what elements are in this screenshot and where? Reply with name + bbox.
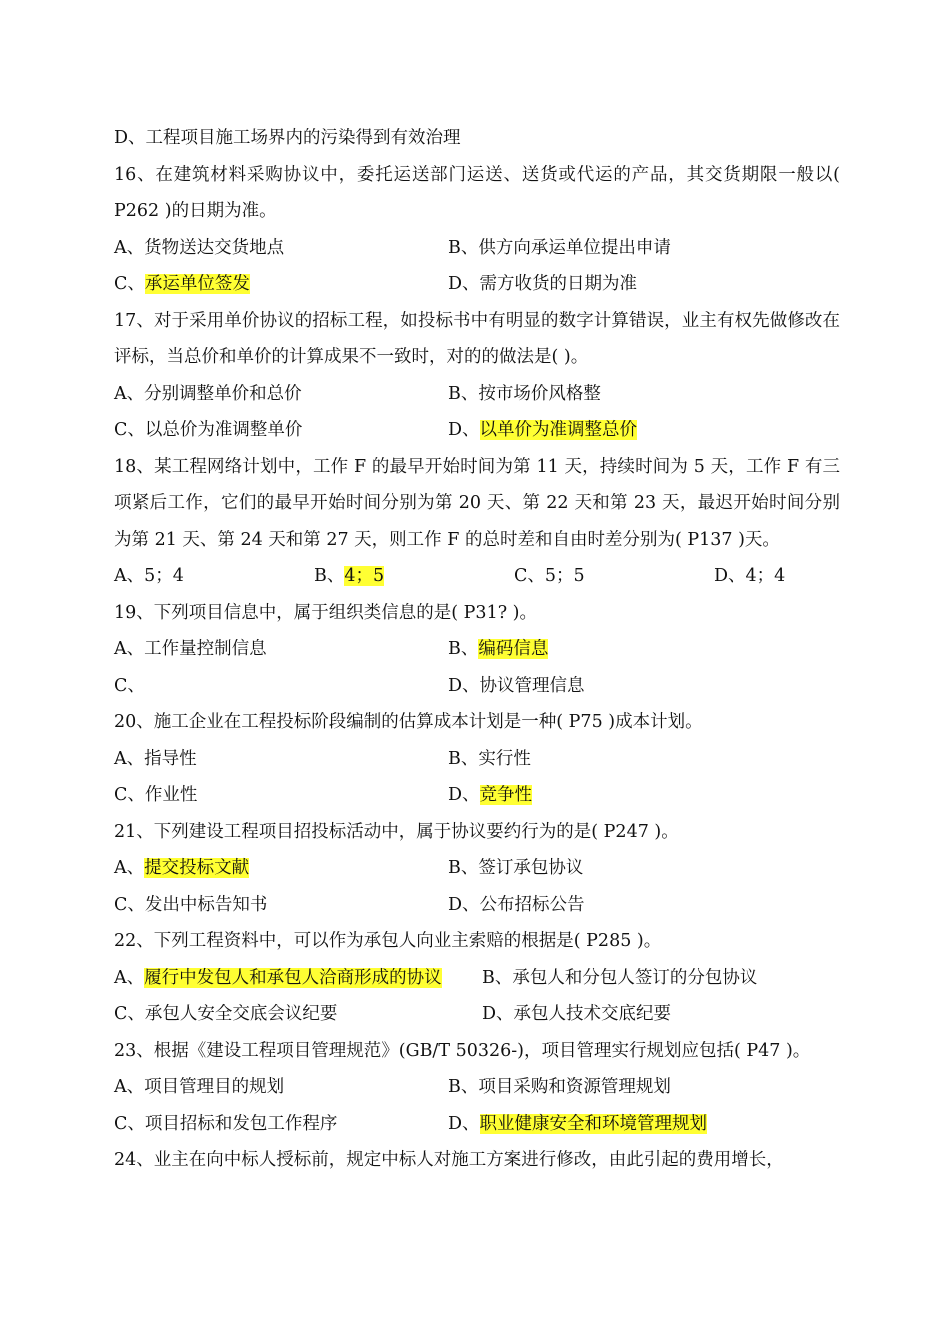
option-prefix: B、: [448, 383, 479, 404]
answer-option: [114, 1069, 284, 1106]
option-prefix: A、: [114, 566, 145, 586]
options-row: [114, 558, 840, 595]
highlighted-answer: 履行中发包人和承包人洽商形成的协议: [144, 967, 442, 988]
highlighted-answer: 编码信息: [478, 639, 549, 659]
answer-option: [514, 558, 585, 595]
question-text: 20、施工企业在工程投标阶段编制的估算成本计划是一种( P75 )成本计划。: [114, 712, 703, 732]
option-text: 项目采购和资源管理规划: [478, 1077, 671, 1097]
option-prefix: A、: [114, 237, 145, 258]
option-prefix: C、: [114, 894, 145, 915]
answer-option: [448, 887, 585, 924]
option-prefix: D、: [448, 274, 480, 294]
answer-option: [314, 558, 384, 595]
answer-option: [448, 1106, 707, 1143]
option-prefix: C、: [114, 274, 145, 294]
answer-option: [114, 996, 337, 1033]
option-prefix: B、: [448, 237, 479, 258]
document-page: [114, 120, 840, 1179]
question-text: 21、下列建设工程项目招投标活动中，属于协议要约行为的是( P247 )。: [114, 821, 679, 842]
answer-option: [448, 741, 531, 778]
option-prefix: D、: [482, 1004, 514, 1024]
highlighted-answer: 职业健康安全和环境管理规划: [479, 1113, 708, 1134]
option-prefix: C、: [114, 1113, 145, 1134]
answer-option: [448, 850, 583, 887]
highlighted-answer: 承运单位签发: [144, 274, 250, 294]
options-row: [114, 996, 840, 1033]
answer-option: [114, 412, 302, 449]
option-prefix: C、: [114, 675, 145, 696]
option-text: 工作量控制信息: [144, 639, 267, 659]
answer-option: [114, 558, 184, 595]
answer-option: [448, 777, 532, 814]
option-text: 项目招标和发包工作程序: [144, 1113, 338, 1134]
question-text: 22、下列工程资料中，可以作为承包人向业主索赔的根据是( P285 )。: [114, 931, 662, 951]
option-text: 分别调整单价和总价: [144, 383, 302, 404]
option-prefix: D、: [448, 675, 480, 696]
answer-option: [448, 1069, 671, 1106]
option-text: 供方向承运单位提出申请: [478, 237, 671, 258]
question-text: 19、下列项目信息中，属于组织类信息的是( P31? )。: [114, 602, 537, 623]
options-row: [114, 741, 840, 778]
answer-option: [114, 668, 145, 705]
answer-option: [448, 230, 671, 267]
option-text: 5；5: [544, 566, 585, 586]
answer-option: [114, 887, 267, 924]
options-row: [114, 631, 840, 668]
option-text: 需方收货的日期为准: [479, 274, 638, 294]
options-row: [114, 777, 840, 814]
options-row: [114, 668, 840, 705]
option-text: 以总价为准调整单价: [144, 420, 303, 440]
option-text: 发出中标告知书: [144, 894, 268, 915]
option-text: 货物送达交货地点: [144, 237, 285, 258]
option-text: 实行性: [478, 748, 531, 769]
option-text: 承包人和分包人签订的分包协议: [512, 967, 758, 988]
answer-option: [482, 960, 757, 997]
answer-option: [482, 996, 671, 1033]
option-prefix: C、: [514, 566, 545, 586]
option-text: 项目管理目的规划: [144, 1077, 285, 1097]
option-text: 公布招标公告: [479, 894, 585, 915]
option-prefix: A、: [114, 383, 145, 404]
options-row: [114, 412, 840, 449]
answer-option: [448, 412, 637, 449]
option-prefix: A、: [114, 1077, 145, 1097]
option-prefix: B、: [314, 566, 345, 586]
options-row: [114, 1106, 840, 1143]
question-text: 16、在建筑材料采购协议中，委托运送部门运送、送货或代运的产品，其交货期限一般以( P262 )的日期为准。: [114, 164, 840, 221]
option-text: 按市场价风格整: [478, 383, 601, 404]
option-text: 5；4: [144, 566, 184, 586]
option-prefix: D、: [448, 1113, 480, 1134]
highlighted-answer: 提交投标文献: [144, 858, 250, 878]
answer-option: [114, 1106, 337, 1143]
option-text: 协议管理信息: [479, 675, 585, 696]
option-prefix: D、: [448, 785, 480, 805]
option-prefix: B、: [448, 748, 479, 769]
option-text: 承包人安全交底会议纪要: [144, 1004, 338, 1024]
answer-option: [114, 850, 249, 887]
option-prefix: C、: [114, 785, 145, 805]
highlighted-answer: 以单价为准调整总价: [479, 420, 638, 440]
answer-option: [114, 777, 197, 814]
option-prefix: D、: [448, 894, 480, 915]
option-prefix: A、: [114, 748, 145, 769]
answer-option: [114, 741, 197, 778]
question-text: 17、对于采用单价协议的招标工程，如投标书中有明显的数字计算错误，业主有权先做修改在评标，当总价和单价的计算成果不一致时，对的的做法是( )。: [114, 310, 840, 367]
options-row: [114, 850, 840, 887]
options-row: [114, 887, 840, 924]
option-prefix: D、: [448, 420, 480, 440]
option-prefix: D、: [714, 566, 746, 586]
options-row: [114, 230, 840, 267]
answer-option: [448, 631, 548, 668]
option-text: 作业性: [144, 785, 198, 805]
option-prefix: B、: [482, 967, 513, 988]
answer-option: [114, 266, 250, 303]
option-prefix: B、: [448, 1077, 479, 1097]
option-line: D、工程项目施工场界内的污染得到有效治理: [114, 128, 461, 148]
answer-option: [448, 266, 637, 303]
option-text: 指导性: [144, 748, 197, 769]
answer-option: [714, 558, 785, 595]
option-prefix: B、: [448, 858, 479, 878]
highlighted-answer: 4；5: [344, 566, 385, 586]
options-row: [114, 960, 840, 997]
options-row: [114, 266, 840, 303]
option-prefix: A、: [114, 967, 145, 988]
options-row: [114, 376, 840, 413]
option-text: 4；4: [745, 566, 786, 586]
question-text: 18、某工程网络计划中，工作 F 的最早开始时间为第 11 天，持续时间为 5 天，工作 F 有三项紧后工作，它们的最早开始时间分别为第 20 天、第 22 天和第 23 天，最迟开始时间分别为第 21 天、第 24 天和第 27 天，则工作 F 的总时差和自由时差分别为( P137 )天。: [114, 456, 840, 550]
options-row: [114, 1069, 840, 1106]
option-prefix: C、: [114, 1004, 145, 1024]
option-prefix: A、: [114, 858, 145, 878]
answer-option: [448, 376, 601, 413]
answer-option: [114, 631, 267, 668]
question-text: 23、根据《建设工程项目管理规范》(GB/T 50326-)，项目管理实行规划应包括( P47 )。: [114, 1040, 811, 1061]
question-text: 24、业主在向中标人授标前，规定中标人对施工方案进行修改，由此引起的费用增长，: [114, 1150, 784, 1170]
option-prefix: B、: [448, 639, 479, 659]
answer-option: [114, 960, 442, 997]
answer-option: [114, 230, 284, 267]
option-text: 承包人技术交底纪要: [513, 1004, 672, 1024]
option-prefix: C、: [114, 420, 145, 440]
highlighted-answer: 竞争性: [479, 785, 533, 805]
answer-option: [114, 376, 302, 413]
option-prefix: A、: [114, 639, 145, 659]
option-text: 签订承包协议: [478, 858, 584, 878]
answer-option: [448, 668, 585, 705]
